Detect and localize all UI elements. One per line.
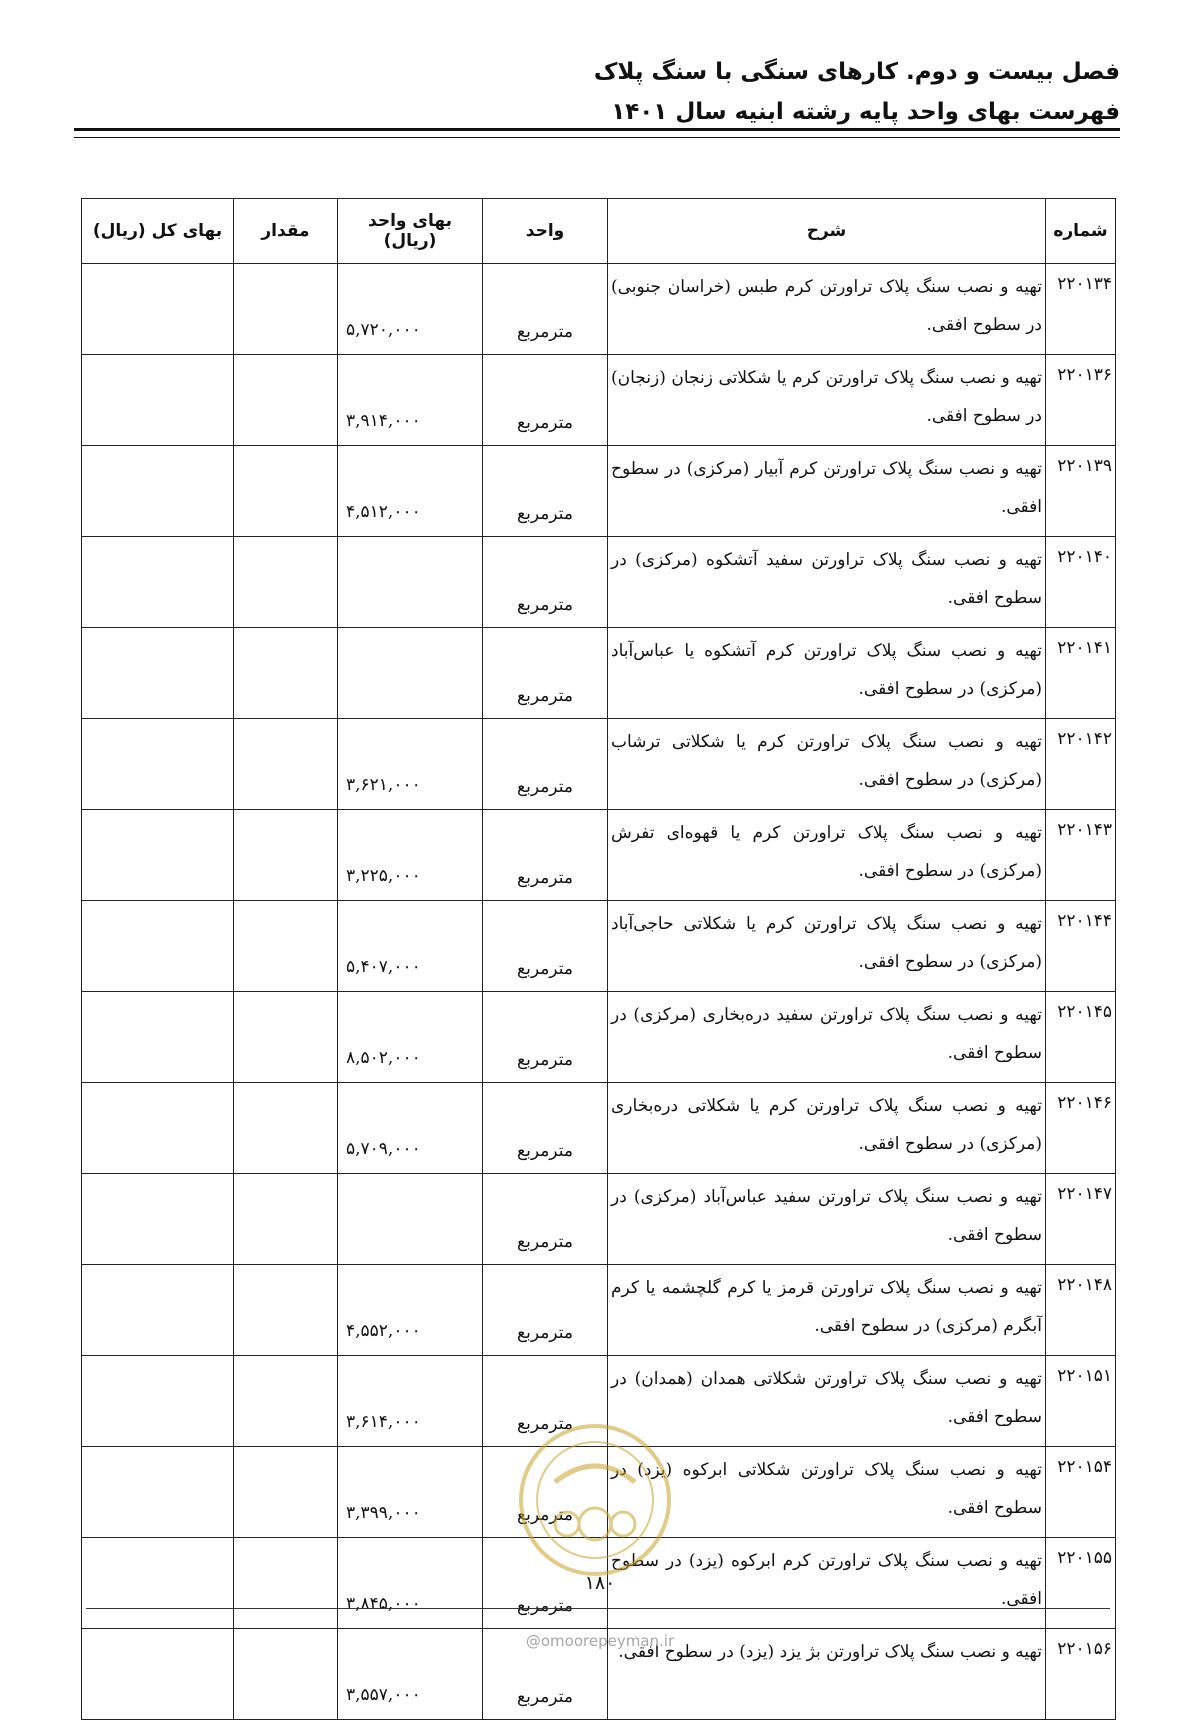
cell-quantity [234,1538,338,1629]
cell-total-price [82,901,234,992]
cell-unit: مترمربع [483,537,608,628]
cell-total-price [82,355,234,446]
watermark-url: @omoorepeyman.ir [525,1632,675,1650]
cell-code: ۲۲۰۱۴۴ [1046,901,1116,992]
cell-unit: مترمربع [483,1174,608,1265]
table-row [82,1174,1116,1265]
cell-unit-price: ۵,۷۰۹,۰۰۰ [338,1083,483,1174]
cell-quantity [234,719,338,810]
price-table [81,198,1116,1720]
cell-code: ۲۲۰۱۴۳ [1046,810,1116,901]
cell-code: ۲۲۰۱۴۵ [1046,992,1116,1083]
cell-quantity [234,1356,338,1447]
cell-total-price [82,992,234,1083]
cell-quantity [234,810,338,901]
cell-unit: مترمربع [483,264,608,355]
cell-quantity [234,901,338,992]
cell-unit-price: ۸,۵۰۲,۰۰۰ [338,992,483,1083]
cell-code: ۲۲۰۱۴۲ [1046,719,1116,810]
cell-unit-price: ۴,۵۱۲,۰۰۰ [338,446,483,537]
cell-unit: مترمربع [483,810,608,901]
column-header-unit: واحد [483,199,608,264]
cell-description: تهیه و نصب سنگ پلاک تراورتن بژ یزد (یزد) در سطوح افقی. [608,1629,1046,1720]
cell-unit: مترمربع [483,1447,608,1538]
cell-code: ۲۲۰۱۵۱ [1046,1356,1116,1447]
table-row [82,992,1116,1083]
cell-quantity [234,1265,338,1356]
page-header [74,52,1120,132]
cell-description: تهیه و نصب سنگ پلاک تراورتن شکلاتی ابرکوه (یزد) در سطوح افقی. [608,1447,1046,1538]
table-row [82,719,1116,810]
cell-unit-price [338,1174,483,1265]
cell-total-price [82,537,234,628]
cell-total-price [82,1629,234,1720]
cell-quantity [234,446,338,537]
cell-unit-price: ۵,۷۲۰,۰۰۰ [338,264,483,355]
chapter-title: فصل بیست و دوم. کارهای سنگی با سنگ پلاک [593,59,1120,85]
table-row [82,355,1116,446]
cell-total-price [82,1265,234,1356]
cell-total-price [82,446,234,537]
footer-divider [86,1608,1110,1609]
cell-unit: مترمربع [483,355,608,446]
cell-code: ۲۲۰۱۴۷ [1046,1174,1116,1265]
cell-unit-price: ۳,۶۱۴,۰۰۰ [338,1356,483,1447]
cell-unit: مترمربع [483,1629,608,1720]
cell-unit: مترمربع [483,1083,608,1174]
table-row [82,1265,1116,1356]
cell-unit: مترمربع [483,1538,608,1629]
cell-code: ۲۲۰۱۳۴ [1046,264,1116,355]
cell-description: تهیه و نصب سنگ پلاک تراورتن کرم یا شکلاتی دره‌بخاری (مرکزی) در سطوح افقی. [608,1083,1046,1174]
cell-code: ۲۲۰۱۴۶ [1046,1083,1116,1174]
cell-unit-price [338,537,483,628]
cell-unit: مترمربع [483,1356,608,1447]
cell-total-price [82,1356,234,1447]
cell-total-price [82,810,234,901]
table-row [82,537,1116,628]
cell-unit: مترمربع [483,628,608,719]
cell-unit-price: ۳,۲۲۵,۰۰۰ [338,810,483,901]
table-row [82,628,1116,719]
cell-unit-price: ۵,۴۰۷,۰۰۰ [338,901,483,992]
cell-description: تهیه و نصب سنگ پلاک تراورتن قرمز یا کرم گلچشمه یا کرم آبگرم (مرکزی) در سطوح افقی. [608,1265,1046,1356]
cell-total-price [82,1083,234,1174]
cell-unit-price: ۳,۸۴۵,۰۰۰ [338,1538,483,1629]
cell-code: ۲۲۰۱۵۴ [1046,1447,1116,1538]
cell-total-price [82,1447,234,1538]
table-row [82,446,1116,537]
table-row [82,901,1116,992]
cell-description: تهیه و نصب سنگ پلاک تراورتن کرم یا شکلاتی ترشاب (مرکزی) در سطوح افقی. [608,719,1046,810]
cell-description: تهیه و نصب سنگ پلاک تراورتن کرم آتشکوه یا عباس‌آباد (مرکزی) در سطوح افقی. [608,628,1046,719]
cell-description: تهیه و نصب سنگ پلاک تراورتن کرم آبیار (مرکزی) در سطوح افقی. [608,446,1046,537]
page-number: ۱۸۰ [584,1572,616,1594]
cell-total-price [82,719,234,810]
cell-description: تهیه و نصب سنگ پلاک تراورتن کرم طبس (خراسان جنوبی) در سطوح افقی. [608,264,1046,355]
column-header-code: شماره [1046,199,1116,264]
table-header-row [82,199,1116,264]
cell-total-price [82,264,234,355]
cell-quantity [234,992,338,1083]
cell-description: تهیه و نصب سنگ پلاک تراورتن سفید عباس‌آباد (مرکزی) در سطوح افقی. [608,1174,1046,1265]
cell-code: ۲۲۰۱۵۶ [1046,1629,1116,1720]
cell-unit: مترمربع [483,1265,608,1356]
cell-quantity [234,537,338,628]
cell-code: ۲۲۰۱۴۸ [1046,1265,1116,1356]
table-row [82,264,1116,355]
table-row [82,810,1116,901]
cell-unit-price: ۳,۹۱۴,۰۰۰ [338,355,483,446]
cell-quantity [234,1174,338,1265]
cell-unit-price: ۳,۶۲۱,۰۰۰ [338,719,483,810]
cell-description: تهیه و نصب سنگ پلاک تراورتن سفید آتشکوه (مرکزی) در سطوح افقی. [608,537,1046,628]
table-row [82,1356,1116,1447]
cell-code: ۲۲۰۱۴۰ [1046,537,1116,628]
cell-code: ۲۲۰۱۳۶ [1046,355,1116,446]
cell-description: تهیه و نصب سنگ پلاک تراورتن سفید دره‌بخاری (مرکزی) در سطوح افقی. [608,992,1046,1083]
cell-unit-price: ۴,۵۵۲,۰۰۰ [338,1265,483,1356]
cell-quantity [234,1447,338,1538]
cell-unit-price: ۳,۵۵۷,۰۰۰ [338,1629,483,1720]
cell-description: تهیه و نصب سنگ پلاک تراورتن کرم ابرکوه (یزد) در سطوح افقی. [608,1538,1046,1629]
cell-description: تهیه و نصب سنگ پلاک تراورتن کرم یا قهوه‌ای تفرش (مرکزی) در سطوح افقی. [608,810,1046,901]
cell-unit: مترمربع [483,719,608,810]
cell-quantity [234,628,338,719]
cell-unit: مترمربع [483,446,608,537]
cell-description: تهیه و نصب سنگ پلاک تراورتن کرم یا شکلاتی حاجی‌آباد (مرکزی) در سطوح افقی. [608,901,1046,992]
column-header-unit-price: بهای واحد (ریال) [338,199,483,264]
cell-quantity [234,355,338,446]
cell-quantity [234,1629,338,1720]
cell-unit: مترمربع [483,901,608,992]
cell-code: ۲۲۰۱۵۵ [1046,1538,1116,1629]
cell-total-price [82,1538,234,1629]
cell-code: ۲۲۰۱۳۹ [1046,446,1116,537]
cell-unit: مترمربع [483,992,608,1083]
cell-quantity [234,264,338,355]
cell-total-price [82,1174,234,1265]
cell-unit-price: ۳,۳۹۹,۰۰۰ [338,1447,483,1538]
table-row [82,1447,1116,1538]
cell-code: ۲۲۰۱۴۱ [1046,628,1116,719]
price-list-title: فهرست بهای واحد پایه رشته ابنیه سال ۱۴۰۱ [611,99,1120,125]
cell-description: تهیه و نصب سنگ پلاک تراورتن کرم یا شکلاتی زنجان (زنجان) در سطوح افقی. [608,355,1046,446]
cell-description: تهیه و نصب سنگ پلاک تراورتن شکلاتی همدان (همدان) در سطوح افقی. [608,1356,1046,1447]
cell-unit-price [338,628,483,719]
column-header-description: شرح [608,199,1046,264]
column-header-total-price: بهای کل (ریال) [82,199,234,264]
table-row [82,1083,1116,1174]
column-header-quantity: مقدار [234,199,338,264]
cell-total-price [82,628,234,719]
cell-quantity [234,1083,338,1174]
table-body [82,264,1116,1720]
header-divider [74,128,1120,138]
